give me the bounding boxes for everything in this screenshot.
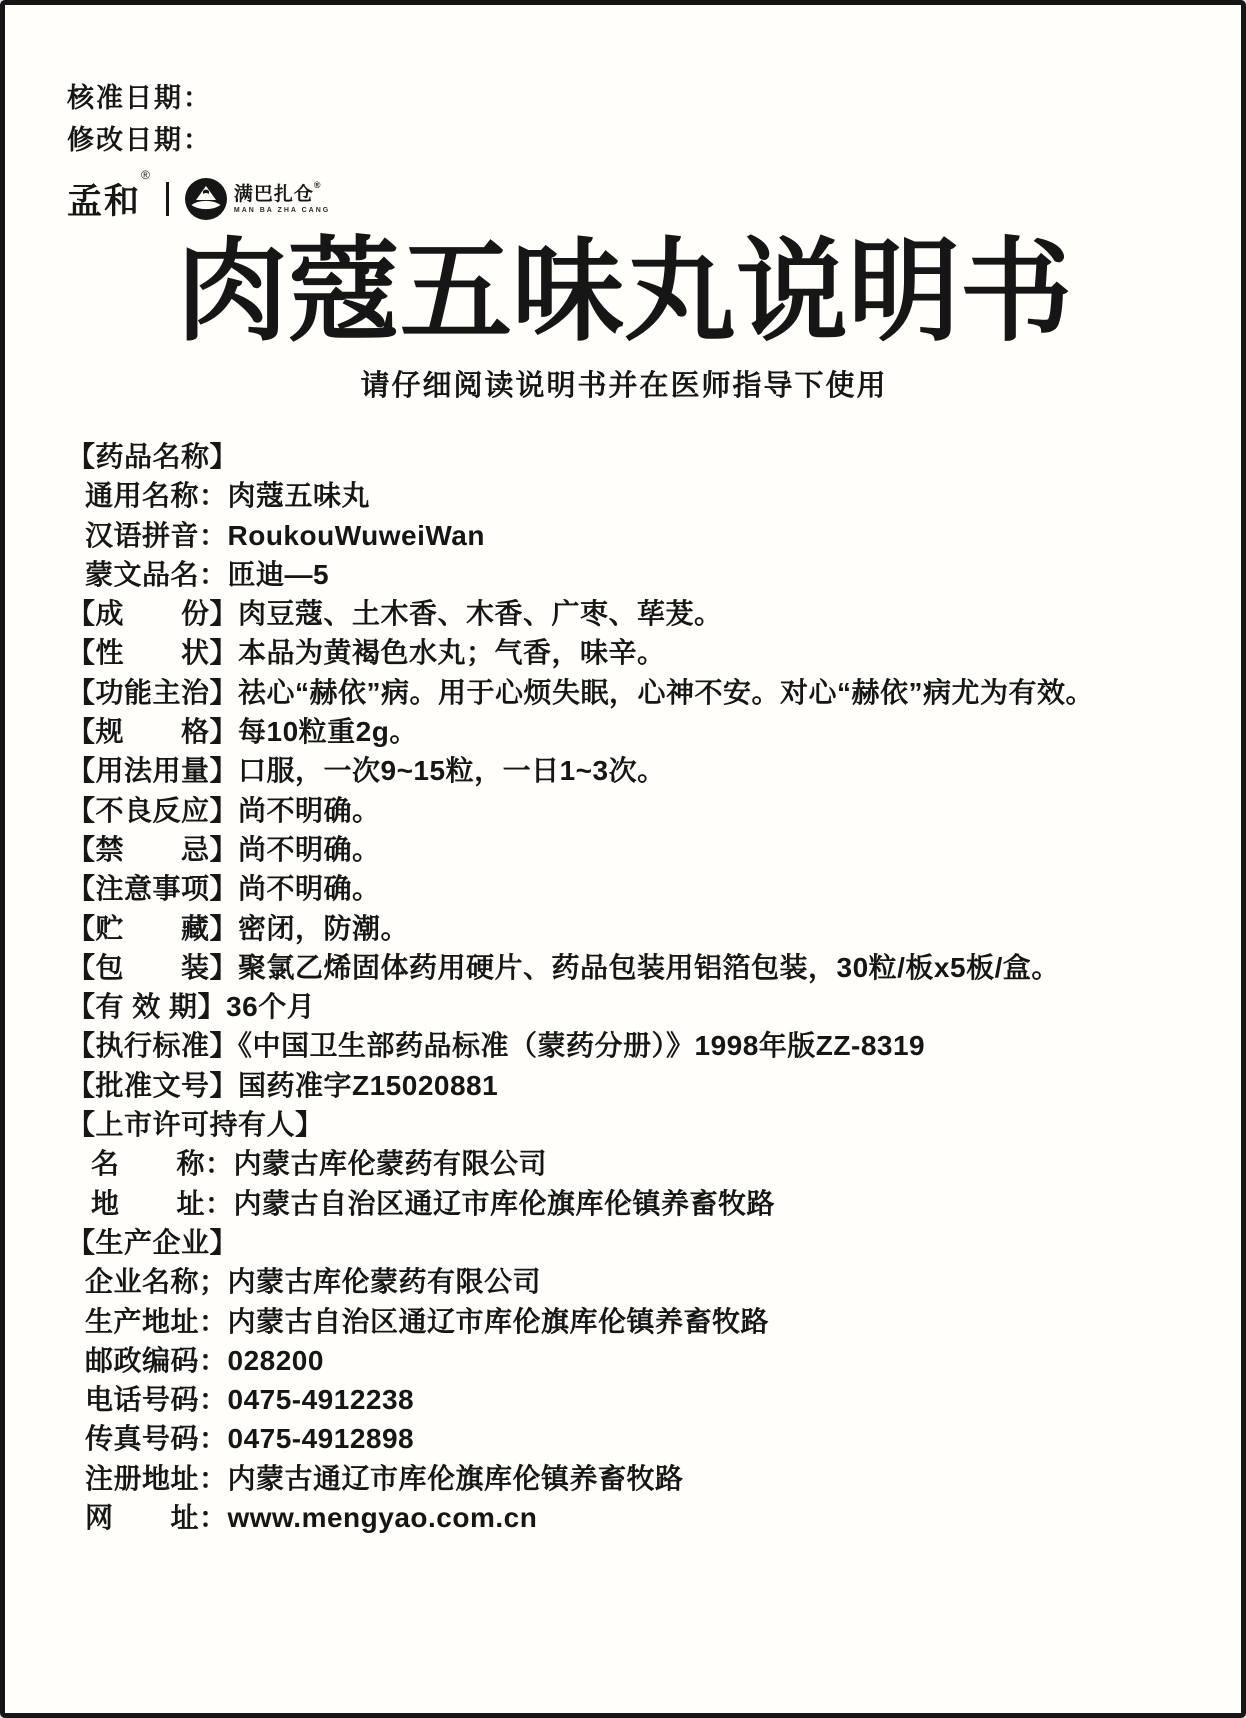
- field-registered-address: 注册地址：内蒙古通辽市库伦旗库伦镇养畜牧路: [85, 1462, 684, 1494]
- approved-date-label: 核准日期：: [67, 83, 212, 113]
- section-license-holder: 【上市许可持有人】: [67, 1109, 324, 1141]
- field-precautions: 【注意事项】尚不明确。: [67, 873, 381, 905]
- leaflet-body: [67, 437, 1181, 1537]
- field-generic-name: 通用名称：肉蔻五味丸: [85, 480, 371, 512]
- field-postal-code: 邮政编码：028200: [85, 1344, 324, 1376]
- field-production-address: 生产地址：内蒙古自治区通辽市库伦旗库伦镇养畜牧路: [85, 1305, 770, 1337]
- field-ingredients: 【成 份】肉豆蔻、土木香、木香、广枣、荜茇。: [67, 598, 723, 630]
- field-company-name: 企业名称；内蒙古库伦蒙药有限公司: [85, 1266, 542, 1298]
- field-contraindications: 【禁 忌】尚不明确。: [67, 833, 381, 865]
- registered-trademark-icon: ®: [141, 168, 152, 182]
- field-fax-number: 传真号码：0475-4912898: [85, 1423, 415, 1455]
- registered-trademark-icon: ®: [313, 179, 322, 190]
- field-pinyin: 汉语拼音：RoukouWuweiWan: [85, 519, 485, 551]
- field-indications: 【功能主治】祛心“赫依”病。用于心烦失眠，心神不安。对心“赫依”病尤为有效。: [67, 676, 1095, 708]
- section-drug-name: 【药品名称】: [67, 441, 239, 472]
- field-website: 网 址：www.mengyao.com.cn: [85, 1502, 538, 1534]
- brand-row: [67, 168, 1181, 225]
- field-dosage: 【用法用量】口服，一次9~15粒，一日1~3次。: [67, 755, 666, 787]
- field-specification: 【规 格】每10粒重2g。: [67, 716, 418, 748]
- leaflet-content: [5, 5, 1241, 1537]
- mountain-circle-icon: [185, 178, 227, 220]
- brand-name-secondary-latin: MAN BA ZHA CANG: [233, 206, 331, 214]
- section-manufacturer: 【生产企业】: [67, 1226, 239, 1258]
- field-adverse-reactions: 【不良反应】尚不明确。: [67, 794, 381, 826]
- brand-divider: [166, 182, 169, 216]
- modified-date-label: 修改日期：: [67, 125, 212, 155]
- brand-name-primary: 孟和®: [67, 168, 152, 221]
- field-holder-address: 地 址：内蒙古自治区通辽市库伦旗库伦镇养畜牧路: [91, 1187, 776, 1219]
- brand-name-secondary: 满巴扎仓®: [233, 179, 322, 205]
- date-block: [67, 77, 1181, 161]
- page-title: 肉蔻五味丸说明书: [176, 229, 1072, 354]
- field-packaging: 【包 装】聚氯乙烯固体药用硬片、药品包装用铝箔包装，30粒/板x5板/盒。: [67, 951, 1060, 983]
- field-description: 【性 状】本品为黄褐色水丸；气香，味辛。: [67, 637, 666, 669]
- page-subtitle: 请仔细阅读说明书并在医师指导下使用: [360, 370, 888, 402]
- field-storage: 【贮 藏】密闭，防潮。: [67, 912, 410, 944]
- field-holder-name: 名 称：内蒙古库伦蒙药有限公司: [91, 1148, 548, 1180]
- field-approval-number: 【批准文号】国药准字Z15020881: [67, 1069, 499, 1101]
- brand-name-secondary-block: [233, 179, 331, 214]
- field-executive-standard: 【执行标准】《中国卫生部药品标准（蒙药分册）》1998年版ZZ-8319: [67, 1030, 926, 1062]
- field-validity-period: 【有 效 期】36个月: [67, 991, 316, 1023]
- field-phone-number: 电话号码：0475-4912238: [85, 1384, 415, 1416]
- field-mongolian-name: 蒙文品名：匝迪—5: [85, 558, 330, 590]
